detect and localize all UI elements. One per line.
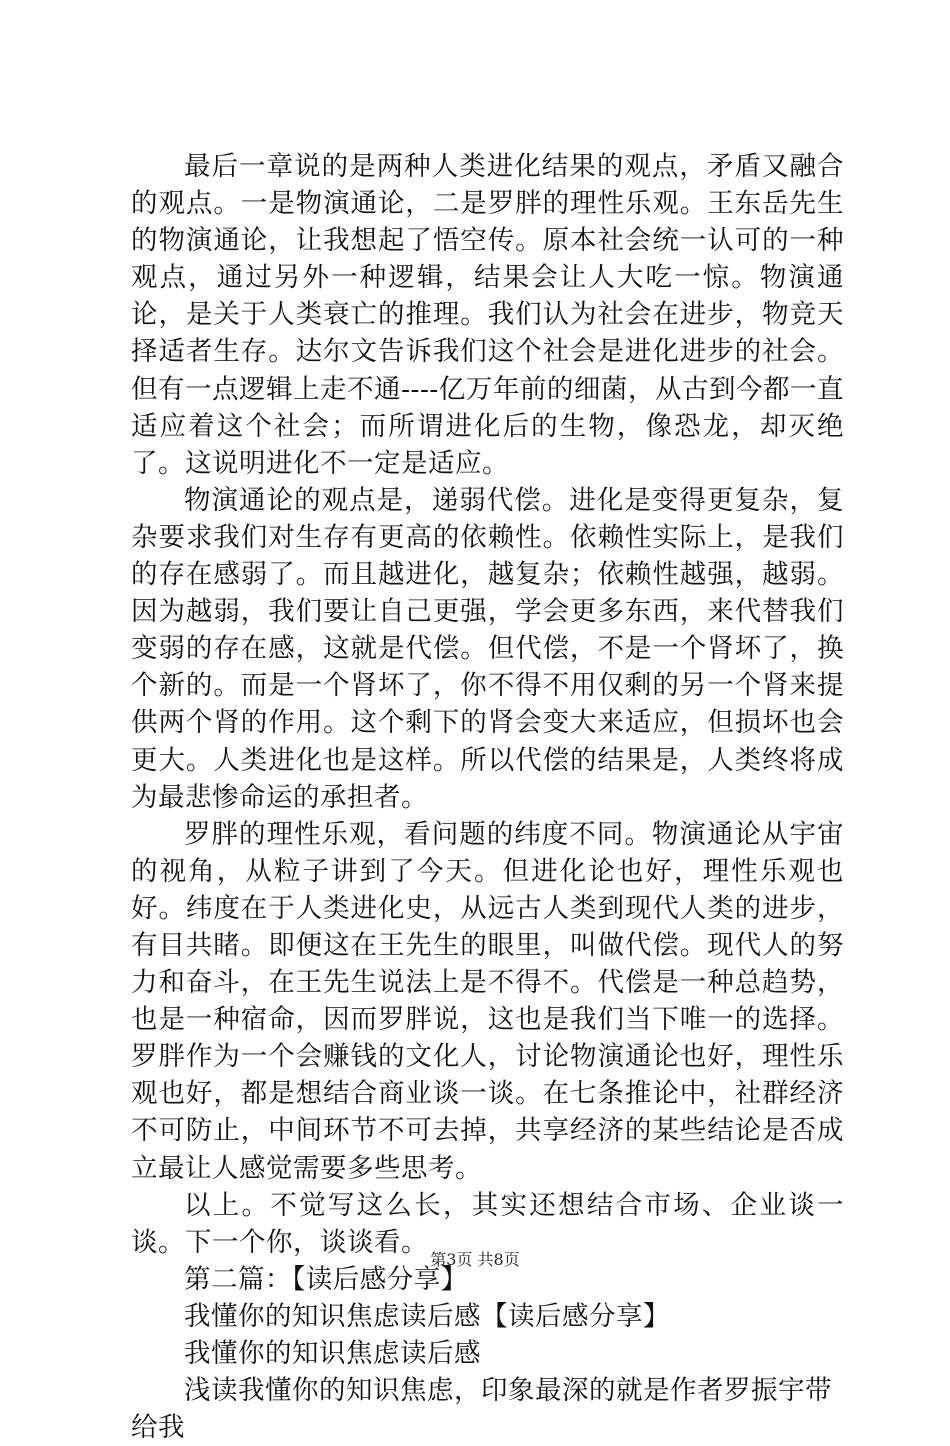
article-subtitle-line: 我懂你的知识焦虑读后感 (184, 1338, 481, 1369)
paragraph-compensation: 物演通论的观点是，递弱代偿。进化是变得更复杂，复杂要求我们对生存有更高的依赖性。依赖性实际上，是我们的存在感弱了。而且越进化，越复杂；依赖性越强，越弱。因为越弱，我们要让自己更强，学会更多东西，来代替我们变弱的存在感，这就是代偿。但代偿，不是一个肾坏了，换个新的。而是一个肾坏了，你不得不用仅剩的另一个肾来提供两个肾的作用。这个剩下的肾会变大来适应，但损坏也会更大。人类进化也是这样。所以代偿的结果是，人类终将成为最悲惨命运的承担者。 (131, 484, 844, 813)
article-title-line: 我懂你的知识焦虑读后感【读后感分享】 (184, 1300, 670, 1332)
paragraph-reading-opening: 浅读我懂你的知识焦虑，印象最深的就是作者罗振宇带给我 (131, 1375, 832, 1444)
paragraph-evolution-views: 最后一章说的是两种人类进化结果的观点，矛盾又融合的观点。一是物演通论，二是罗胖的理性乐观。王东岳先生的物演通论，让我想起了悟空传。原本社会统一认可的一种观点，通过另外一种逻辑，结果会让人大吃一惊。物演通论，是关于人类衰亡的推理。我们认为社会在进步，物竞天择适者生存。达尔文告诉我们这个社会是进化进步的社会。但有一点逻辑上走不通----亿万年前的细菌，从古到今都一直适应着这个社会；而所谓进化后的生物，像恐龙，却灭绝了。这说明进化不一定是适应。 (131, 151, 844, 479)
page-number-footer: 第3页 共8页 (430, 1250, 520, 1269)
paragraph-conclusion: 以上。不觉写这么长，其实还想结合市场、企业谈一谈。下一个你，谈谈看。 (131, 1189, 844, 1258)
paragraph-rational-optimism: 罗胖的理性乐观，看问题的纬度不同。物演通论从宇宙的视角，从粒子讲到了今天。但进化论也好，理性乐观也好。纬度在于人类进化史，从远古人类到现代人类的进步，有目共睹。即便这在王先生的眼里，叫做代偿。现代人的努力和奋斗，在王先生说法上是不得不。代偿是一种总趋势，也是一种宿命，因而罗胖说，这也是我们当下唯一的选择。罗胖作为一个会赚钱的文化人，讨论物演通论也好，理性乐观也好，都是想结合商业谈一谈。在七条推论中，社群经济不可防止，中间环节不可去掉，共享经济的某些结论是否成立最让人感觉需要多些思考。 (131, 818, 844, 1184)
section-heading-part-two: 第二篇：【读后感分享】 (184, 1263, 468, 1295)
